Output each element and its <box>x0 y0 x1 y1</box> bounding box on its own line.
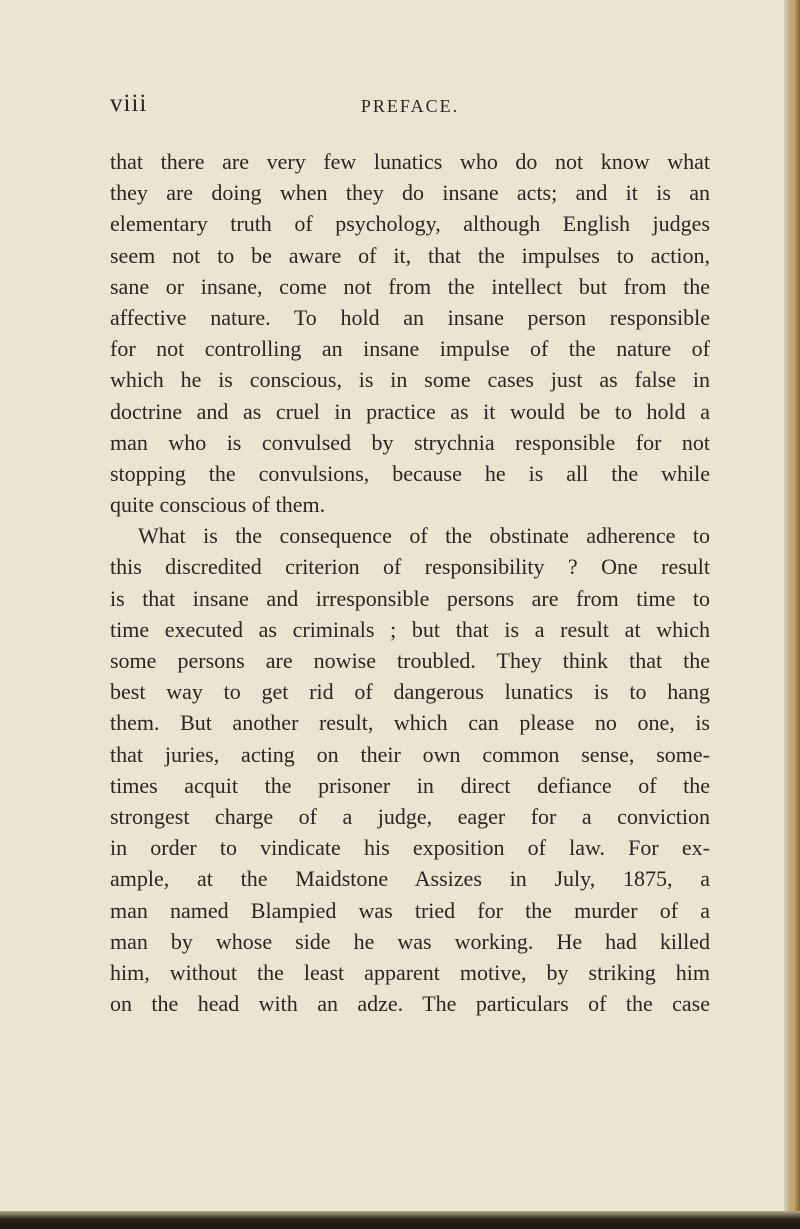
text-line: stopping the convulsions, because he is all the while <box>110 460 710 486</box>
text-line: quite conscious of them. <box>110 492 326 518</box>
text-line: elementary truth of psychology, although English judges <box>110 211 710 237</box>
text-line: doctrine and as cruel in practice as it would be to hold a <box>110 398 710 424</box>
text-line: which he is conscious, is in some cases just as false in <box>110 367 710 393</box>
text-line: strongest charge of a judge, eager for a conviction <box>110 803 710 829</box>
text-line: What is the consequence of the obstinate adherence to <box>138 523 710 549</box>
text-line: them. But another result, which can please no one, is <box>110 710 710 736</box>
page-number: viii <box>110 90 148 117</box>
text-line: affective nature. To hold an insane person responsible <box>110 304 710 330</box>
text-line: man by whose side he was working. He had killed <box>110 928 710 954</box>
body-text <box>110 146 710 1019</box>
text-line: they are doing when they do insane acts; and it is an <box>110 180 710 206</box>
page-header <box>110 90 710 130</box>
text-line: sane or insane, come not from the intellect but from the <box>110 273 710 299</box>
page-bottom-edge <box>0 1211 800 1229</box>
text-line: is that insane and irresponsible persons are from time to <box>110 585 710 611</box>
text-line: that juries, acting on their own common sense, some- <box>110 741 710 767</box>
text-line: on the head with an adze. The particulars of the case <box>110 991 710 1017</box>
text-line: time executed as criminals ; but that is a result at which <box>110 616 710 642</box>
text-line: man who is convulsed by strychnia responsible for not <box>110 429 710 455</box>
text-line: for not controlling an insane impulse of the nature of <box>110 336 710 362</box>
text-line: him, without the least apparent motive, by striking him <box>110 959 710 985</box>
text-line: that there are very few lunatics who do not know what <box>110 149 710 174</box>
text-line: ample, at the Maidstone Assizes in July, 1875, a <box>110 866 710 892</box>
text-line: man named Blampied was tried for the murder of a <box>110 897 710 923</box>
text-line: times acquit the prisoner in direct defiance of the <box>110 772 710 798</box>
page-edge <box>784 0 800 1229</box>
text-line: best way to get rid of dangerous lunatics is to hang <box>110 679 710 705</box>
text-line: some persons are nowise troubled. They think that the <box>110 648 710 673</box>
text-line: in order to vindicate his exposition of law. For ex- <box>110 835 710 861</box>
text-line: this discredited criterion of responsibility ? One result <box>110 554 710 580</box>
running-head: PREFACE. <box>360 96 460 116</box>
text-line: seem not to be aware of it, that the impulses to action, <box>110 242 710 268</box>
